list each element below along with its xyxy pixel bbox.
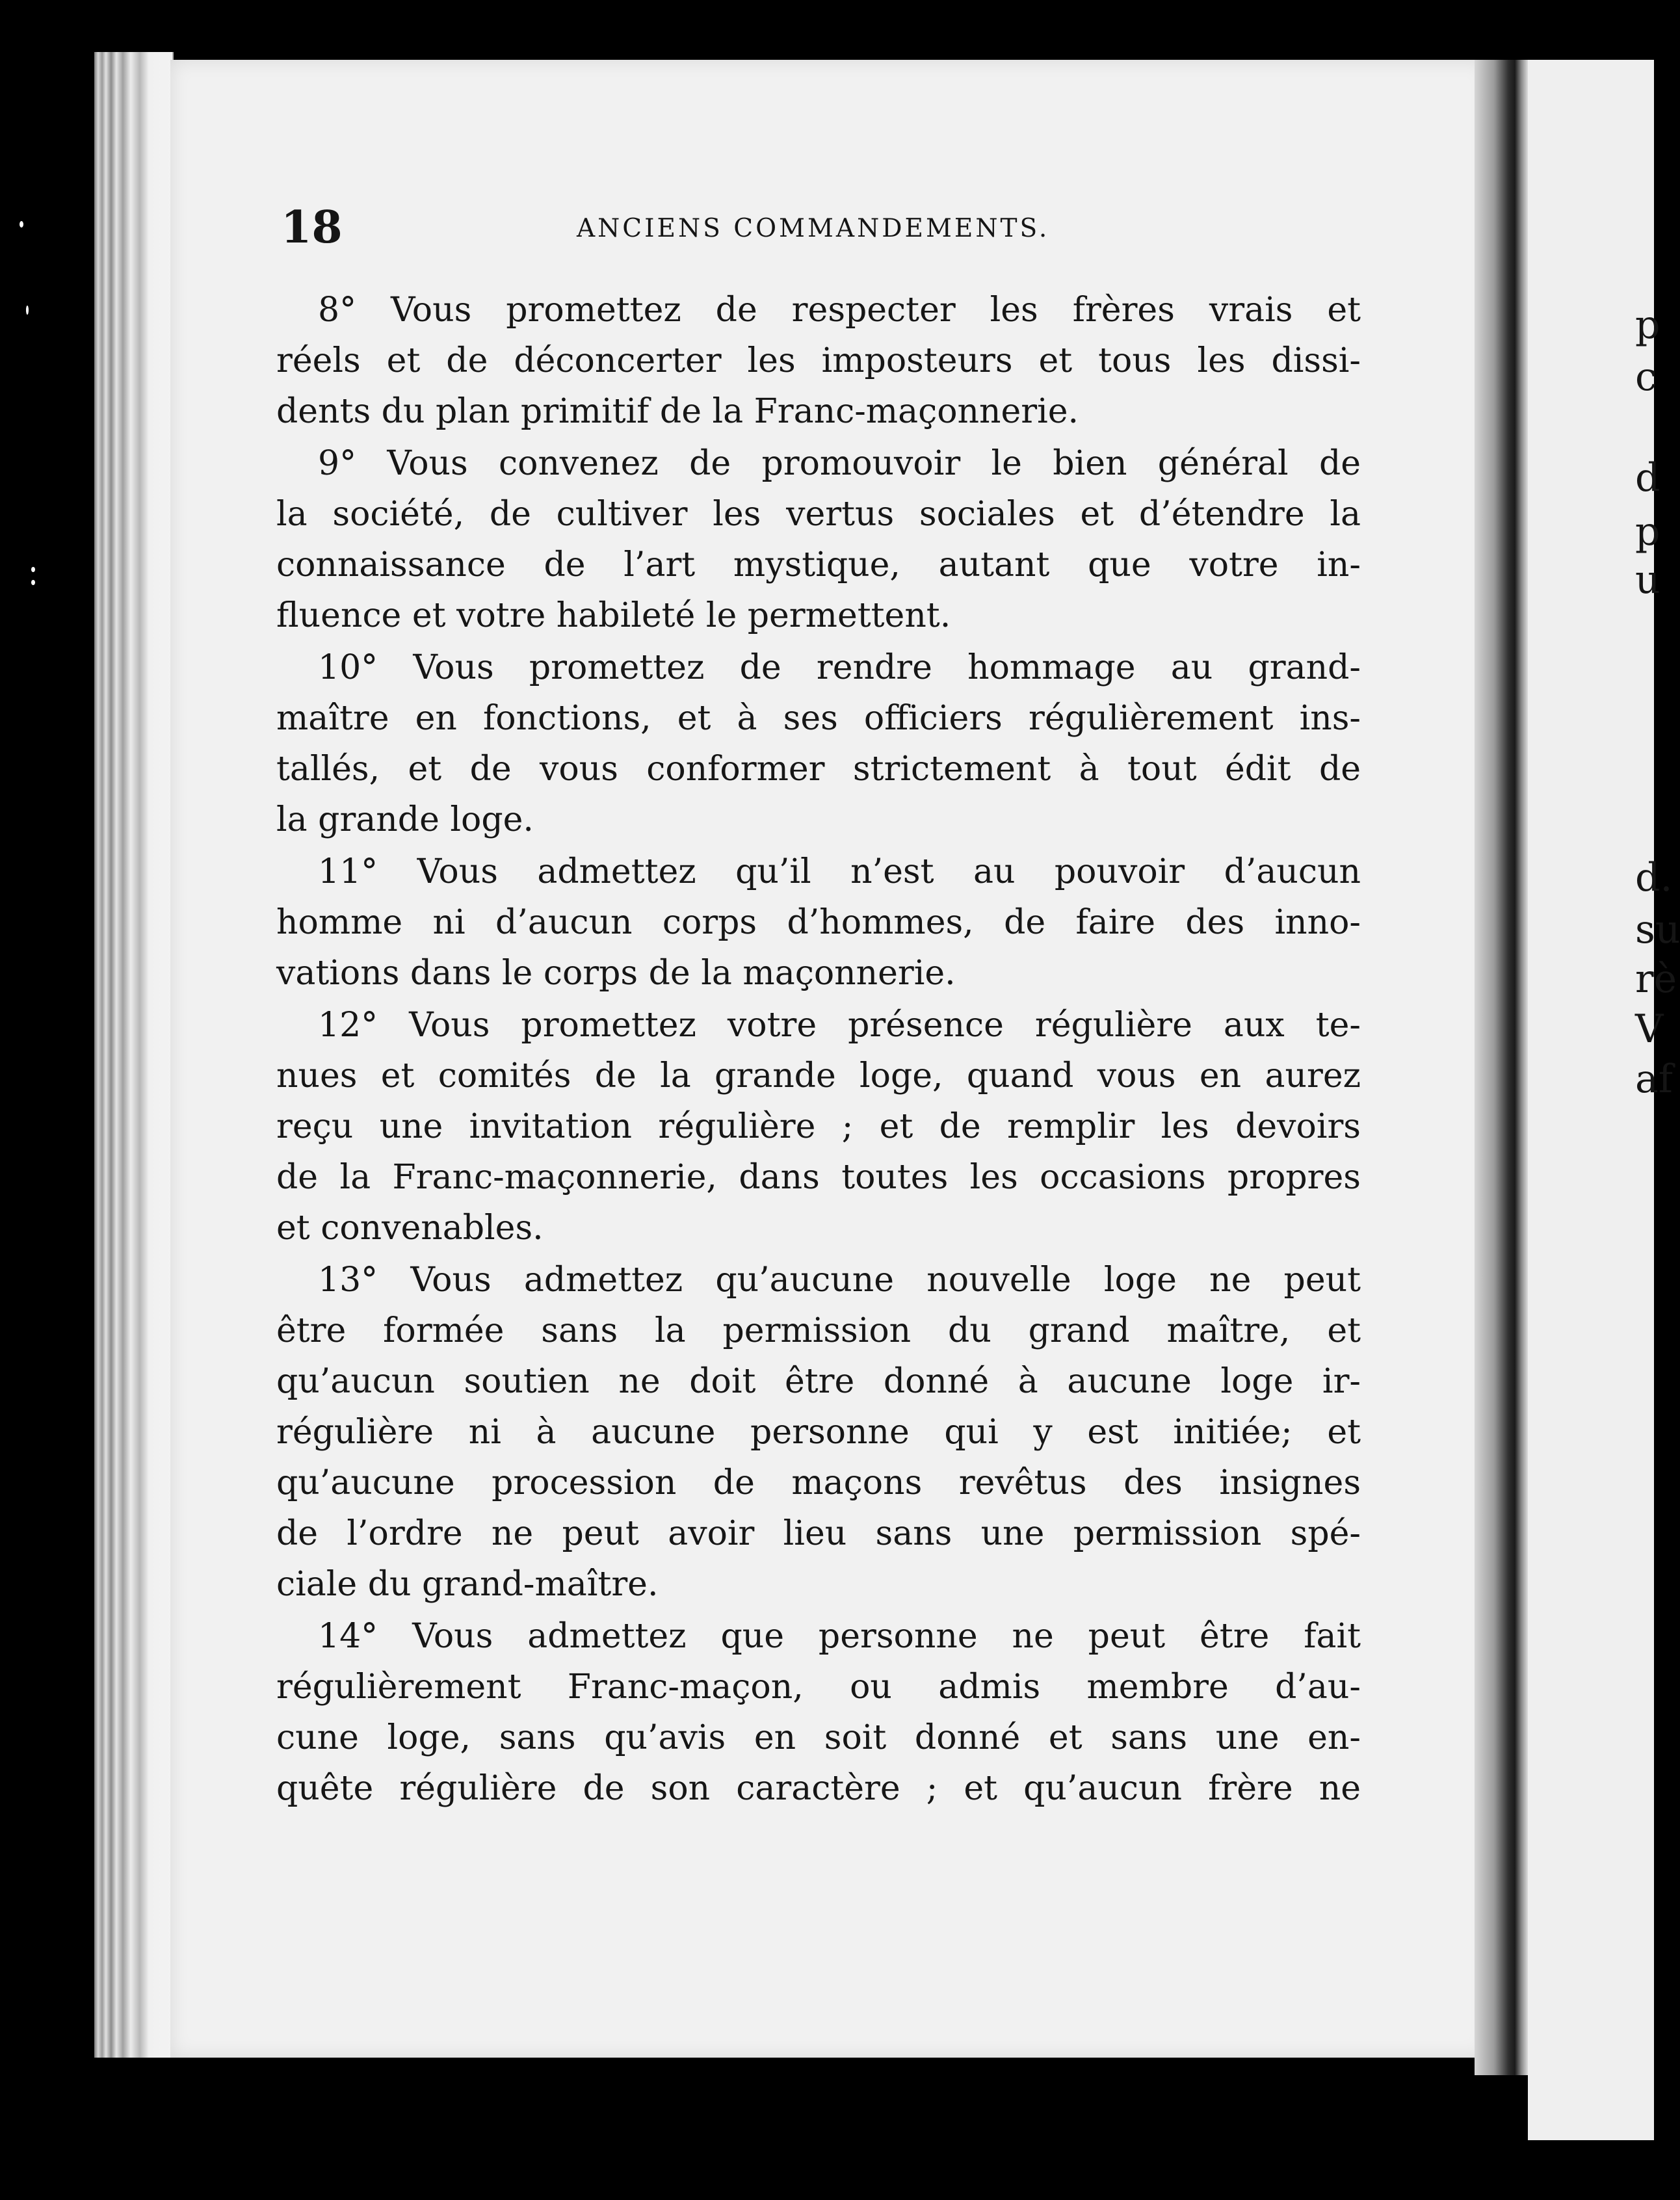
facing-page-fragment: rè xyxy=(1635,956,1677,1002)
text-line: tallés, et de vous conformer strictement à tout édit de xyxy=(276,750,1361,789)
scan-speck xyxy=(31,567,35,572)
scan-speck xyxy=(26,306,29,315)
text-line: quête régulière de son caractère ; et qu’aucun frère ne xyxy=(276,1769,1361,1808)
text-line: reçu une invitation régulière ; et de remplir les devoirs xyxy=(276,1107,1361,1146)
running-head xyxy=(281,202,1360,254)
facing-page-fragment: su xyxy=(1635,907,1680,952)
text-line: 12° Vous promettez votre présence régulière aux te- xyxy=(318,1006,1361,1045)
text-line: la société, de cultiver les vertus sociales et d’étendre la xyxy=(276,495,1361,534)
text-line: ciale du grand-maître. xyxy=(276,1565,659,1604)
text-line: connaissance de l’art mystique, autant que votre in- xyxy=(276,545,1361,584)
text-line: cune loge, sans qu’avis en soit donné et sans une en- xyxy=(276,1718,1361,1757)
article-10-paragraph xyxy=(276,642,1361,845)
article-13-paragraph xyxy=(276,1255,1361,1610)
facing-page-fragment: u xyxy=(1635,557,1660,603)
text-line: 14° Vous admettez que personne ne peut être fait xyxy=(318,1617,1361,1656)
text-line: et convenables. xyxy=(276,1209,544,1248)
page-edge-stack xyxy=(94,52,174,2058)
article-9-paragraph xyxy=(276,438,1361,641)
facing-page-fragment: p xyxy=(1635,509,1660,555)
facing-page-fragment: c xyxy=(1635,354,1657,400)
text-line: de la Franc-maçonnerie, dans toutes les occasions propres xyxy=(276,1158,1361,1197)
facing-page-fragment: V xyxy=(1635,1006,1664,1052)
running-head-title: ANCIENS COMMANDEMENTS. xyxy=(577,214,1050,243)
text-line: 8° Vous promettez de respecter les frères vrais et xyxy=(318,291,1361,330)
facing-page-fragment: d xyxy=(1635,455,1660,501)
text-line: 11° Vous admettez qu’il n’est au pouvoir d’aucun xyxy=(318,852,1361,891)
facing-page-fragment: d. xyxy=(1635,855,1673,900)
text-line: régulièrement Franc-maçon, ou admis membre d’au- xyxy=(276,1668,1361,1707)
article-8-paragraph xyxy=(276,285,1361,437)
text-line: 9° Vous convenez de promouvoir le bien général de xyxy=(318,444,1361,483)
facing-page-fragment: af xyxy=(1635,1056,1673,1102)
text-line: fluence et votre habileté le permettent. xyxy=(276,596,951,635)
text-line: réels et de déconcerter les imposteurs et tous les dissi- xyxy=(276,341,1361,380)
text-line: qu’aucun soutien ne doit être donné à aucune loge ir- xyxy=(276,1362,1361,1401)
book-gutter xyxy=(1475,60,1528,2075)
text-line: homme ni d’aucun corps d’hommes, de faire des inno- xyxy=(276,903,1361,942)
text-line: la grande loge. xyxy=(276,800,534,839)
article-14-paragraph xyxy=(276,1611,1361,1814)
text-line: 13° Vous admettez qu’aucune nouvelle loge ne peut xyxy=(318,1261,1361,1300)
text-line: vations dans le corps de la maçonnerie. xyxy=(276,954,956,993)
facing-page-fragment: p xyxy=(1635,302,1660,348)
page-number: 18 xyxy=(281,202,343,254)
page-body-text xyxy=(276,285,1361,1815)
text-line: être formée sans la permission du grand maître, et xyxy=(276,1311,1361,1350)
text-line: qu’aucune procession de maçons revêtus des insignes xyxy=(276,1463,1361,1502)
text-line: régulière ni à aucune personne qui y est initiée; et xyxy=(276,1413,1361,1452)
text-line: nues et comités de la grande loge, quand vous en aurez xyxy=(276,1056,1361,1095)
article-12-paragraph xyxy=(276,1000,1361,1253)
text-line: de l’ordre ne peut avoir lieu sans une permission spé- xyxy=(276,1514,1361,1553)
scan-speck xyxy=(20,221,23,228)
text-line: maître en fonctions, et à ses officiers régulièrement ins- xyxy=(276,699,1361,738)
scan-speck xyxy=(31,580,35,585)
text-line: dents du plan primitif de la Franc-maçonnerie. xyxy=(276,392,1079,431)
article-11-paragraph xyxy=(276,846,1361,999)
text-line: 10° Vous promettez de rendre hommage au grand- xyxy=(318,648,1361,687)
